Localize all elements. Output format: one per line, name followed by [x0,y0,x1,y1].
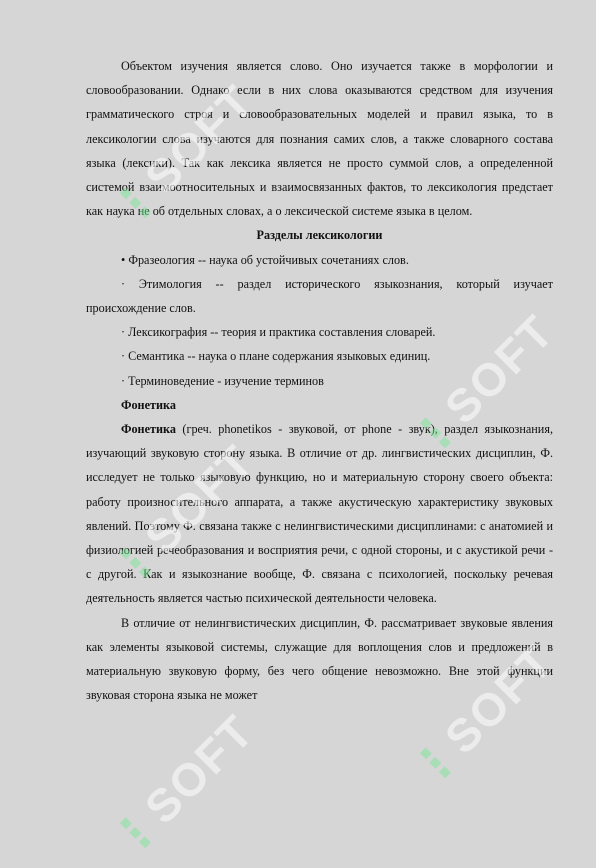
list-item-etymology: · Этимология -- раздел исторического языкознания, который изучает происхождение слов. [86,276,553,316]
list-item-semantics: · Семантика -- наука о плане содержания языковых единиц. [121,349,431,364]
watermark-logo: ⋮SOFT [100,434,264,598]
last-paragraph: В отличие от нелингвистических дисциплин, Ф. рассматривает звуковые явления как элементы языковой системы, служащие для воплощения слов и предложений в материальную звуковую форму, без чего общение невозможно. Вне этой функции звуковая сторона языка не может [86,615,553,703]
watermark-logo: ⋮SOFT [100,74,264,238]
watermark-logo: ⋮SOFT [400,304,564,468]
phonetics-heading: Фонетика [121,397,176,412]
phonetics-definition: (греч. phonetikos - звуковой, от phone - звук), раздел языкознания, изучающий звуковую сторону языка. В отличие от др. лингвистических дисциплин, Ф. исследует не только языковую функцию, но и материальную сторону своего объекта: работу произносительного аппарата, а также акустическую характеристику звуковых явлений. Поэтому Ф. связана также с нелингвистическими дисциплинами: с анатомией и физиологией речеобразования и восприятия речи, с одной стороны, и с акустикой речи - с другой. Как и языкознание вообще, Ф. связана с психологией, поскольку речевая деятельность является частью психической деятельности человека. [86,422,553,606]
watermark-logo: ⋮SOFT [100,704,264,868]
watermark-logo: ⋮SOFT [400,634,564,798]
document-body [86,54,553,707]
list-item-lexicography: · Лексикография -- теория и практика составления словарей. [121,325,436,340]
phonetics-paragraph [86,417,553,611]
sections-heading: Разделы лексикологии [256,228,383,243]
list-item-terminology: · Терминоведение - изучение терминов [121,373,324,388]
list-item-phraseology: • Фразеология -- наука об устойчивых сочетаниях слов. [121,252,409,267]
intro-paragraph: Объектом изучения является слово. Оно изучается также в морфологии и словообразовании. Однако если в них слова оказываются средством для изучения грамматического строя и словообразовательных моделей и правил языка, то в лексикологии слова изучаются для познания самих слов, а также словарного состава языка (лексики). Так как лексика является не просто суммой слов, а определенной системой взаимоотносительных и взаимосвязанных фактов, то лексикология предстает как наука не об отдельных словах, а о лексической системе языка в целом. [86,59,553,219]
phonetics-term: Фонетика [121,422,176,437]
